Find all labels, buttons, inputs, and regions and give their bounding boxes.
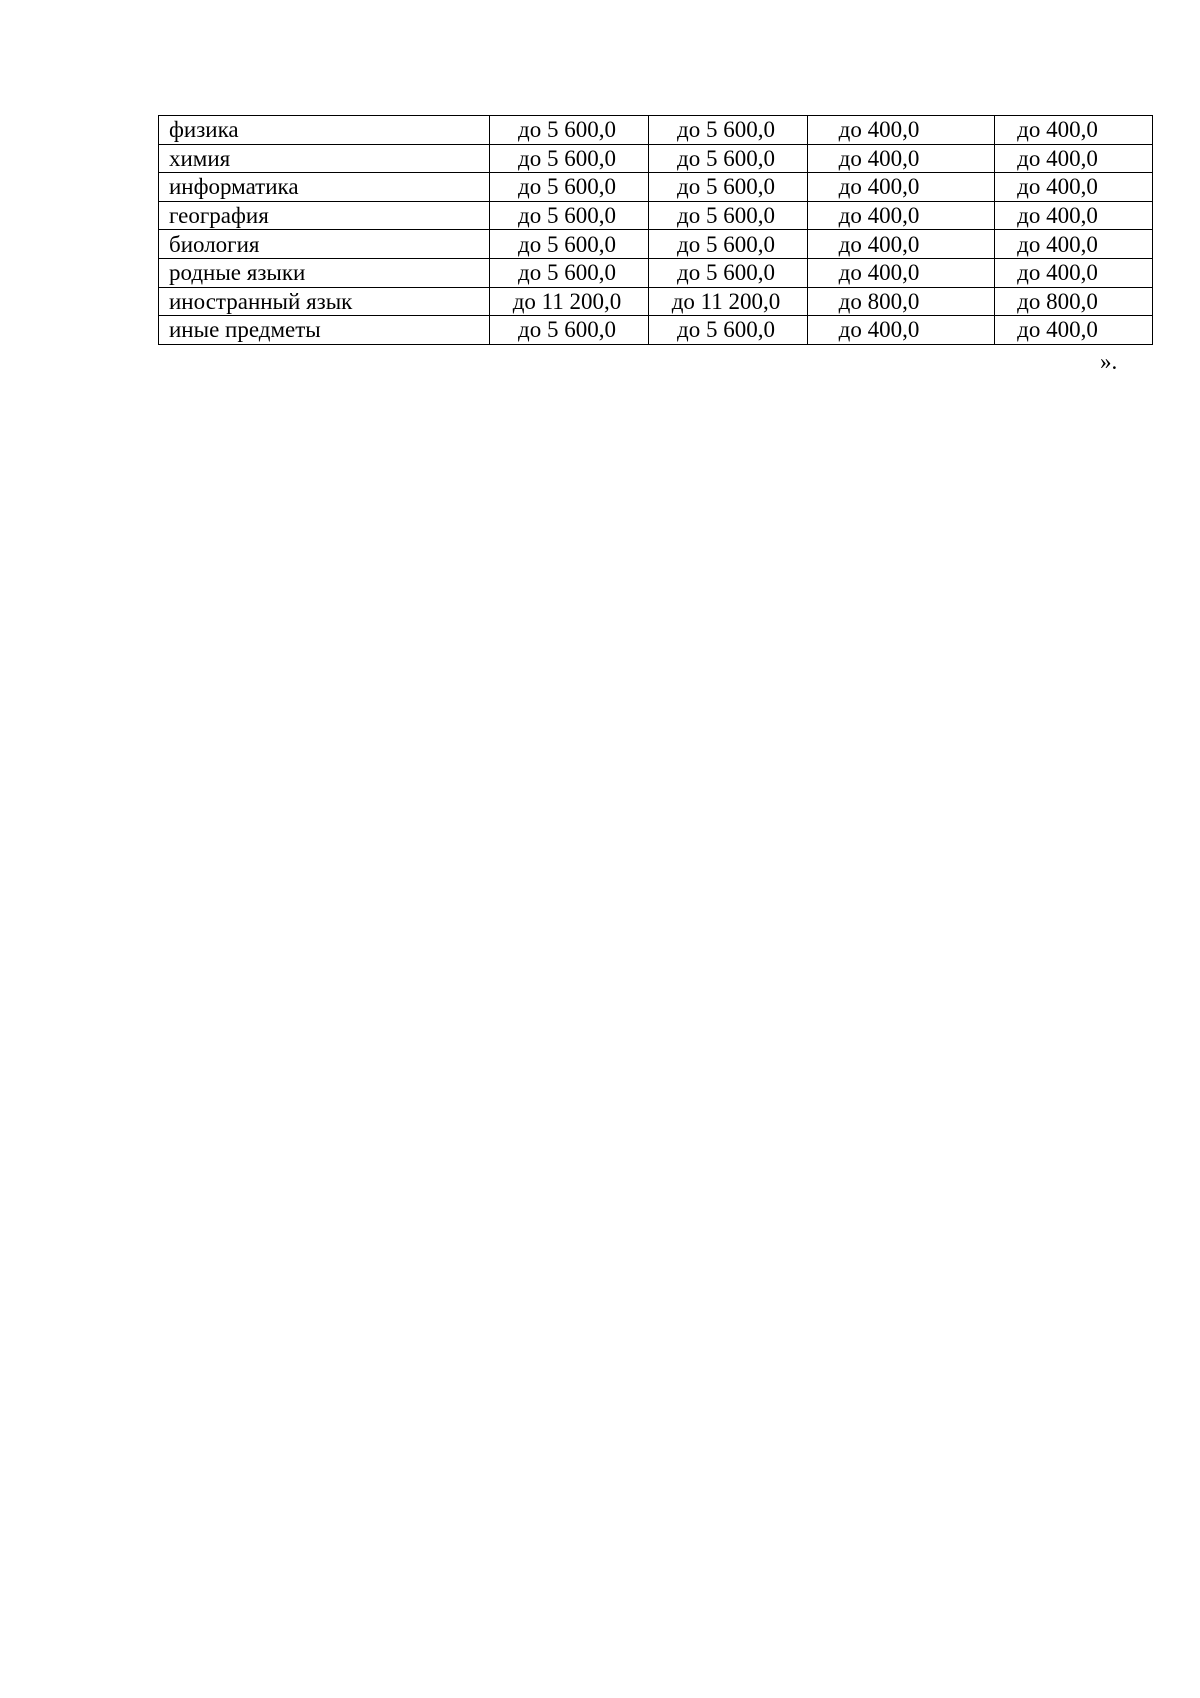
closing-quote-mark: ». <box>1100 349 1118 374</box>
value-cell: до 400,0 <box>995 144 1153 173</box>
value-cell: до 5 600,0 <box>649 201 808 230</box>
value-cell: до 5 600,0 <box>649 230 808 259</box>
value-cell: до 400,0 <box>808 201 995 230</box>
value-cell: до 11 200,0 <box>649 287 808 316</box>
value-cell: до 800,0 <box>995 287 1153 316</box>
value-cell: до 400,0 <box>995 173 1153 202</box>
value-cell: до 5 600,0 <box>649 173 808 202</box>
value-cell: до 5 600,0 <box>649 144 808 173</box>
value-cell: до 400,0 <box>995 201 1153 230</box>
value-cell: до 5 600,0 <box>490 116 649 145</box>
value-cell: до 400,0 <box>808 144 995 173</box>
value-cell: до 400,0 <box>995 116 1153 145</box>
table-row <box>159 116 1153 145</box>
subject-cell: родные языки <box>159 258 490 287</box>
table-row <box>159 287 1153 316</box>
table-row <box>159 258 1153 287</box>
subject-cell: информатика <box>159 173 490 202</box>
value-cell: до 5 600,0 <box>649 258 808 287</box>
table-row <box>159 173 1153 202</box>
value-cell: до 400,0 <box>808 173 995 202</box>
value-cell: до 5 600,0 <box>490 201 649 230</box>
value-cell: до 400,0 <box>995 230 1153 259</box>
subject-cell: физика <box>159 116 490 145</box>
value-cell: до 400,0 <box>995 258 1153 287</box>
fees-table <box>158 115 1153 345</box>
table-row <box>159 230 1153 259</box>
value-cell: до 5 600,0 <box>649 316 808 345</box>
value-cell: до 400,0 <box>808 116 995 145</box>
value-cell: до 5 600,0 <box>649 116 808 145</box>
value-cell: до 5 600,0 <box>490 230 649 259</box>
value-cell: до 5 600,0 <box>490 173 649 202</box>
subject-cell: иные предметы <box>159 316 490 345</box>
subject-cell: география <box>159 201 490 230</box>
value-cell: до 400,0 <box>808 230 995 259</box>
value-cell: до 5 600,0 <box>490 316 649 345</box>
subject-cell: химия <box>159 144 490 173</box>
value-cell: до 400,0 <box>808 316 995 345</box>
value-cell: до 5 600,0 <box>490 258 649 287</box>
value-cell: до 11 200,0 <box>490 287 649 316</box>
table-row <box>159 144 1153 173</box>
subject-cell: биология <box>159 230 490 259</box>
subject-cell: иностранный язык <box>159 287 490 316</box>
value-cell: до 800,0 <box>808 287 995 316</box>
table-row <box>159 201 1153 230</box>
value-cell: до 5 600,0 <box>490 144 649 173</box>
value-cell: до 400,0 <box>995 316 1153 345</box>
value-cell: до 400,0 <box>808 258 995 287</box>
table-row <box>159 316 1153 345</box>
